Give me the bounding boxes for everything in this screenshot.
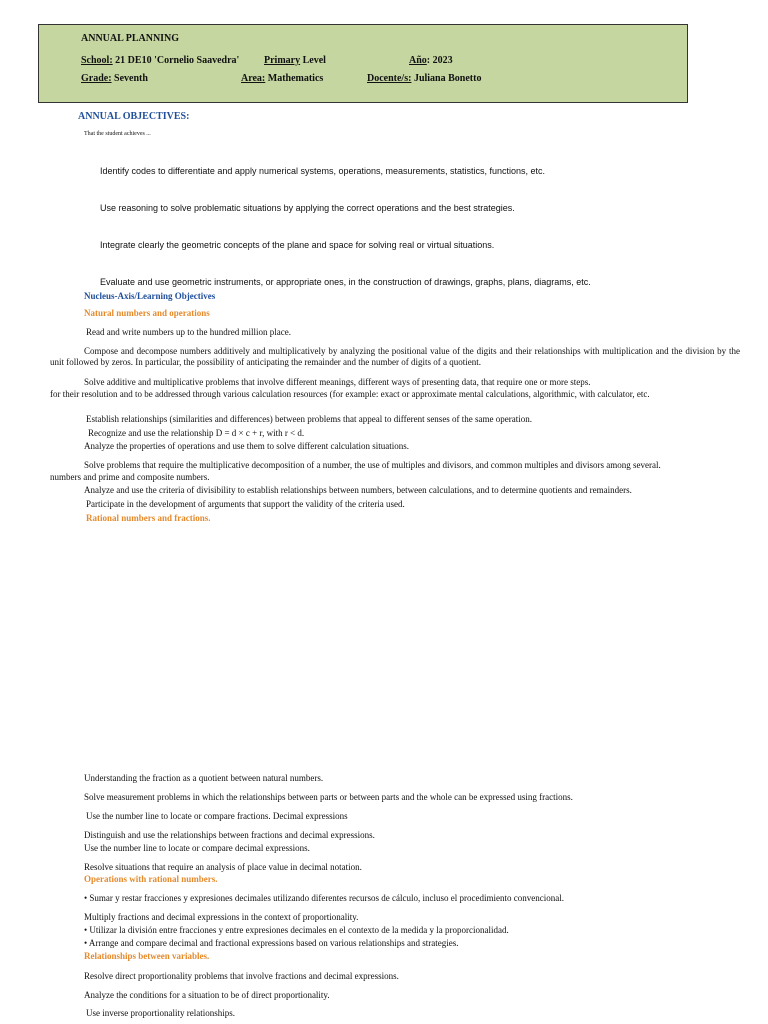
learning-objective: Use the number line to locate or compare fractions. Decimal expressions [86,811,348,821]
objective-item: Evaluate and use geometric instruments, or appropriate ones, in the construction of drawings, graphs, plans, diagrams, etc. [100,277,591,287]
school-field [81,55,239,66]
objectives-heading: ANNUAL OBJECTIVES: [78,111,190,122]
section-title-natural-numbers: Natural numbers and operations [84,308,210,318]
document-title: ANNUAL PLANNING [81,33,180,44]
area-value: Mathematics [265,73,324,84]
level-field [264,55,326,66]
nucleus-heading: Nucleus-Axis/Learning Objectives [84,291,216,301]
learning-objective: Use inverse proportionality relationships. [86,1008,235,1018]
learning-objective: Multiply fractions and decimal expressions in the context of proportionality. [84,912,359,922]
learning-objective: Analyze the conditions for a situation to be of direct proportionality. [84,990,330,1000]
grade-label: Grade: [81,73,112,84]
year-field [409,55,453,66]
objectives-intro: That the student achieves ... [84,131,151,137]
learning-objective: Understanding the fraction as a quotient between natural numbers. [84,773,324,783]
learning-objective: Resolve direct proportionality problems that involve fractions and decimal expressions. [84,971,399,981]
grade-value: Seventh [111,73,148,84]
objective-item: Identify codes to differentiate and apply numerical systems, operations, measurements, statistics, functions, etc. [100,166,546,176]
learning-objective: Compose and decompose numbers additively and multiplicatively by analyzing the positional value of the digits and their relationships with multiplication and the division by the unit followed by zeros. In particular, the possibility of anticipating the remainder and the number of digits of a quotient. [50,346,740,367]
learning-objective: Establish relationships (similarities and differences) between problems that appeal to different senses of the same operation. [86,414,533,424]
learning-objective: for their resolution and to be addressed through various calculation resources (for example: exact or approximate mental calculations, algorithmic, with calculator, etc. [50,389,650,399]
learning-objective: • Sumar y restar fracciones y expresiones decimales utilizando diferentes recursos de cálculo, incluso el procedimiento convencional. [84,893,564,903]
teacher-value: Juliana Bonetto [411,73,482,84]
learning-objective: Analyze and use the criteria of divisibility to establish relationships between numbers, between calculations, and to determine quotients and remainders. [84,485,632,495]
learning-objective: Solve problems that require the multiplicative decomposition of a number, the use of multiples and divisors, and common multiples and divisors among several. [84,460,661,470]
teacher-label: Docente/s: [367,73,412,84]
learning-objective: Use the number line to locate or compare decimal expressions. [84,843,310,853]
school-label: School: [81,55,113,66]
area-label: Area: [241,73,266,84]
learning-objective: Read and write numbers up to the hundred million place. [86,327,291,337]
section-title-relationships: Relationships between variables. [84,951,210,961]
year-label: Año [409,55,427,66]
school-value: 21 DE10 'Cornelio Saavedra' [112,55,240,66]
learning-objective: Analyze the properties of operations and use them to solve different calculation situations. [84,441,409,451]
learning-objective: Participate in the development of arguments that support the validity of the criteria used. [86,499,405,509]
header-box [38,24,688,103]
primary-label: Primary [264,55,301,66]
learning-objective: Distinguish and use the relationships between fractions and decimal expressions. [84,830,375,840]
learning-objective: Solve measurement problems in which the relationships between parts or between parts and the whole can be expressed using fractions. [84,792,573,802]
learning-objective: • Arrange and compare decimal and fractional expressions based on various relationships and strategies. [84,938,459,948]
section-title-rational-numbers: Rational numbers and fractions. [86,513,211,523]
learning-objective: Recognize and use the relationship D = d × c + r, with r < d. [88,428,305,438]
teacher-field [367,73,481,84]
learning-objective: Solve additive and multiplicative problems that involve different meanings, different ways of presenting data, that require one or more steps. [84,377,591,387]
objective-item: Use reasoning to solve problematic situations by applying the correct operations and the best strategies. [100,203,515,213]
year-value: : 2023 [426,55,453,66]
learning-objective: Resolve situations that require an analysis of place value in decimal notation. [84,862,362,872]
learning-objective: numbers and prime and composite numbers. [50,472,210,482]
learning-objective: • Utilizar la división entre fracciones y entre expresiones decimales en el contexto de la medida y la proporcionalidad. [84,925,509,935]
level-value: Level [300,55,326,66]
area-field [241,73,323,84]
grade-field [81,73,148,84]
objective-item: Integrate clearly the geometric concepts of the plane and space for solving real or virtual situations. [100,240,495,250]
section-title-operations: Operations with rational numbers. [84,874,218,884]
